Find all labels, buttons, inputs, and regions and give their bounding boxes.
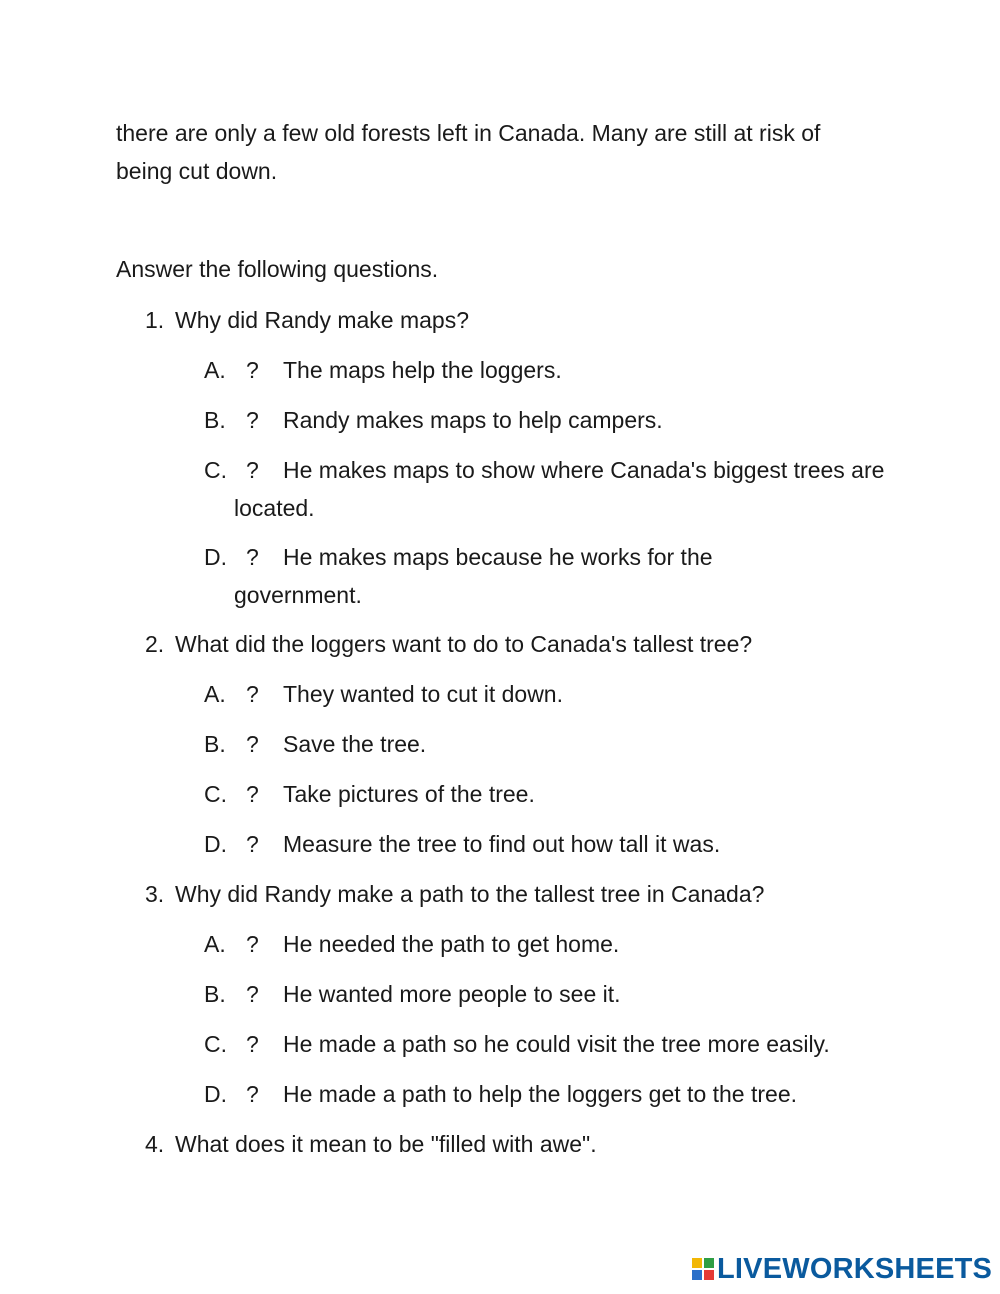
option-3d[interactable] [204, 1075, 894, 1113]
question-text: Why did Randy make maps? [175, 307, 470, 333]
option-2c[interactable] [204, 775, 894, 813]
question-number: 2. [145, 631, 165, 657]
option-letter: B. [204, 981, 226, 1007]
question-text: Why did Randy make a path to the tallest tree in Canada? [175, 881, 765, 907]
answer-checkbox[interactable]: ? [246, 931, 259, 957]
option-text: He made a path to help the loggers get to the tree. [283, 1081, 798, 1107]
answer-checkbox[interactable]: ? [246, 544, 259, 570]
question-1 [145, 301, 469, 339]
option-text: Take pictures of the tree. [283, 781, 535, 807]
option-text: They wanted to cut it down. [283, 681, 563, 707]
option-letter: D. [204, 1081, 227, 1107]
option-letter: D. [204, 831, 227, 857]
option-letter: C. [204, 781, 227, 807]
option-1a[interactable] [204, 351, 894, 389]
answer-checkbox[interactable]: ? [246, 457, 259, 483]
instructions-heading: Answer the following questions. [116, 256, 439, 282]
option-letter: C. [204, 457, 227, 483]
question-number: 1. [145, 307, 165, 333]
option-text: He needed the path to get home. [283, 931, 620, 957]
option-text: He makes maps because he works for the government. [234, 544, 713, 608]
option-letter: D. [204, 544, 227, 570]
option-3b[interactable] [204, 975, 894, 1013]
answer-checkbox[interactable]: ? [246, 781, 259, 807]
question-text: What does it mean to be "filled with awe". [175, 1131, 597, 1157]
answer-checkbox[interactable]: ? [246, 357, 259, 383]
logo-text: LIVEWORKSHEETS [717, 1252, 993, 1285]
option-text: He made a path so he could visit the tree more easily. [283, 1031, 830, 1057]
answer-checkbox[interactable]: ? [246, 981, 259, 1007]
option-letter: A. [204, 681, 226, 707]
option-letter: C. [204, 1031, 227, 1057]
option-letter: B. [204, 407, 226, 433]
option-text: Randy makes maps to help campers. [283, 407, 663, 433]
option-letter: A. [204, 357, 226, 383]
option-1d[interactable] [204, 538, 794, 614]
liveworksheets-logo-icon [692, 1258, 714, 1280]
question-text: What did the loggers want to do to Canada's tallest tree? [175, 631, 753, 657]
intro-paragraph: there are only a few old forests left in Canada. Many are still at risk of being cut down. [116, 120, 821, 184]
answer-checkbox[interactable]: ? [246, 681, 259, 707]
option-text: He makes maps to show where Canada's biggest trees are located. [234, 457, 885, 521]
answer-checkbox[interactable]: ? [246, 407, 259, 433]
answer-checkbox[interactable]: ? [246, 1031, 259, 1057]
option-1c[interactable] [204, 451, 894, 527]
answer-checkbox[interactable]: ? [246, 831, 259, 857]
option-2b[interactable] [204, 725, 894, 763]
option-2a[interactable] [204, 675, 894, 713]
option-letter: A. [204, 931, 226, 957]
option-text: The maps help the loggers. [283, 357, 562, 383]
option-3a[interactable] [204, 925, 894, 963]
answer-checkbox[interactable]: ? [246, 1081, 259, 1107]
option-1b[interactable] [204, 401, 894, 439]
question-2 [145, 625, 752, 663]
question-number: 3. [145, 881, 165, 907]
question-number: 4. [145, 1131, 165, 1157]
option-2d[interactable] [204, 825, 894, 863]
question-3 [145, 875, 764, 913]
option-text: Save the tree. [283, 731, 427, 757]
option-3c[interactable] [204, 1025, 954, 1063]
question-4 [145, 1125, 597, 1163]
answer-checkbox[interactable]: ? [246, 731, 259, 757]
option-letter: B. [204, 731, 226, 757]
liveworksheets-logo [692, 1252, 992, 1286]
option-text: He wanted more people to see it. [283, 981, 621, 1007]
option-text: Measure the tree to find out how tall it was. [283, 831, 721, 857]
